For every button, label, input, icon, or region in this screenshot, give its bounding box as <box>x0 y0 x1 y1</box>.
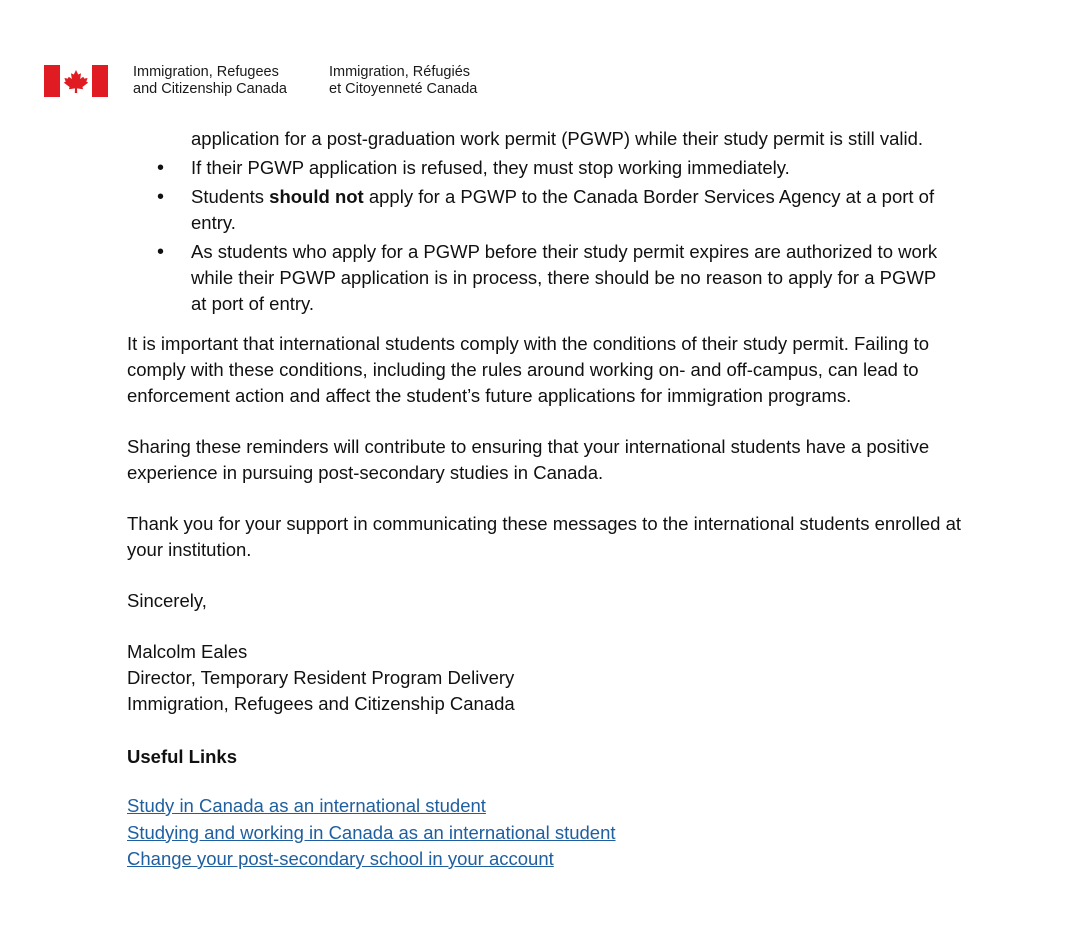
paragraph-thanks: Thank you for your support in communicating these messages to the international students enrolled at your institution. <box>127 513 961 560</box>
paragraph-reminders: Sharing these reminders will contribute to ensuring that your international students have a positive experience in pursuing post-secondary studies in Canada. <box>127 436 930 483</box>
letter-body <box>127 126 967 873</box>
department-name-french <box>329 64 477 98</box>
signature-block <box>127 639 967 717</box>
signatory-title: Director, Temporary Resident Program Delivery <box>127 667 515 688</box>
emphasis-text: should not <box>269 186 364 207</box>
dept-en-line-2: and Citizenship Canada <box>133 81 287 97</box>
dept-fr-line-1: Immigration, Réfugiés <box>329 64 471 80</box>
bullet-list <box>127 126 967 317</box>
link-change-school[interactable]: Change your post-secondary school in your account <box>127 848 554 869</box>
useful-links-heading: Useful Links <box>127 746 237 767</box>
dept-en-line-1: Immigration, Refugees <box>133 64 279 80</box>
dept-fr-line-2: et Citoyenneté Canada <box>329 81 478 97</box>
link-studying-and-working[interactable]: Studying and working in Canada as an international student <box>127 821 616 843</box>
link-study-in-canada[interactable]: Study in Canada as an international student <box>127 795 486 816</box>
list-item-text: apply for a PGWP to the Canada Border Services Agency at a port of entry. <box>191 186 935 233</box>
useful-links-list <box>127 793 967 873</box>
list-item: • As students who apply for a PGWP before their study permit expires are authorized to work while their PGWP application is in process, there should be no reason to apply for a PGWP at port of entry. <box>191 239 967 317</box>
closing: Sincerely, <box>127 590 207 611</box>
list-item <box>191 184 967 236</box>
canada-flag-icon <box>44 65 108 97</box>
list-item-text: Students <box>191 186 270 207</box>
signatory-organization: Immigration, Refugees and Citizenship Canada <box>127 693 515 714</box>
signatory-name: Malcolm Eales <box>127 641 248 662</box>
list-item: • If their PGWP application is refused, they must stop working immediately. <box>191 155 967 181</box>
paragraph-compliance: It is important that international students comply with the conditions of their study permit. Failing to comply with these conditions, including the rules around working on- and off-campus, can lead to enforcement action and affect the student’s future applications for immigration programs. <box>127 333 930 406</box>
list-item-continued: application for a post-graduation work permit (PGWP) while their study permit is still valid. <box>191 128 924 149</box>
department-name-english <box>133 64 287 98</box>
